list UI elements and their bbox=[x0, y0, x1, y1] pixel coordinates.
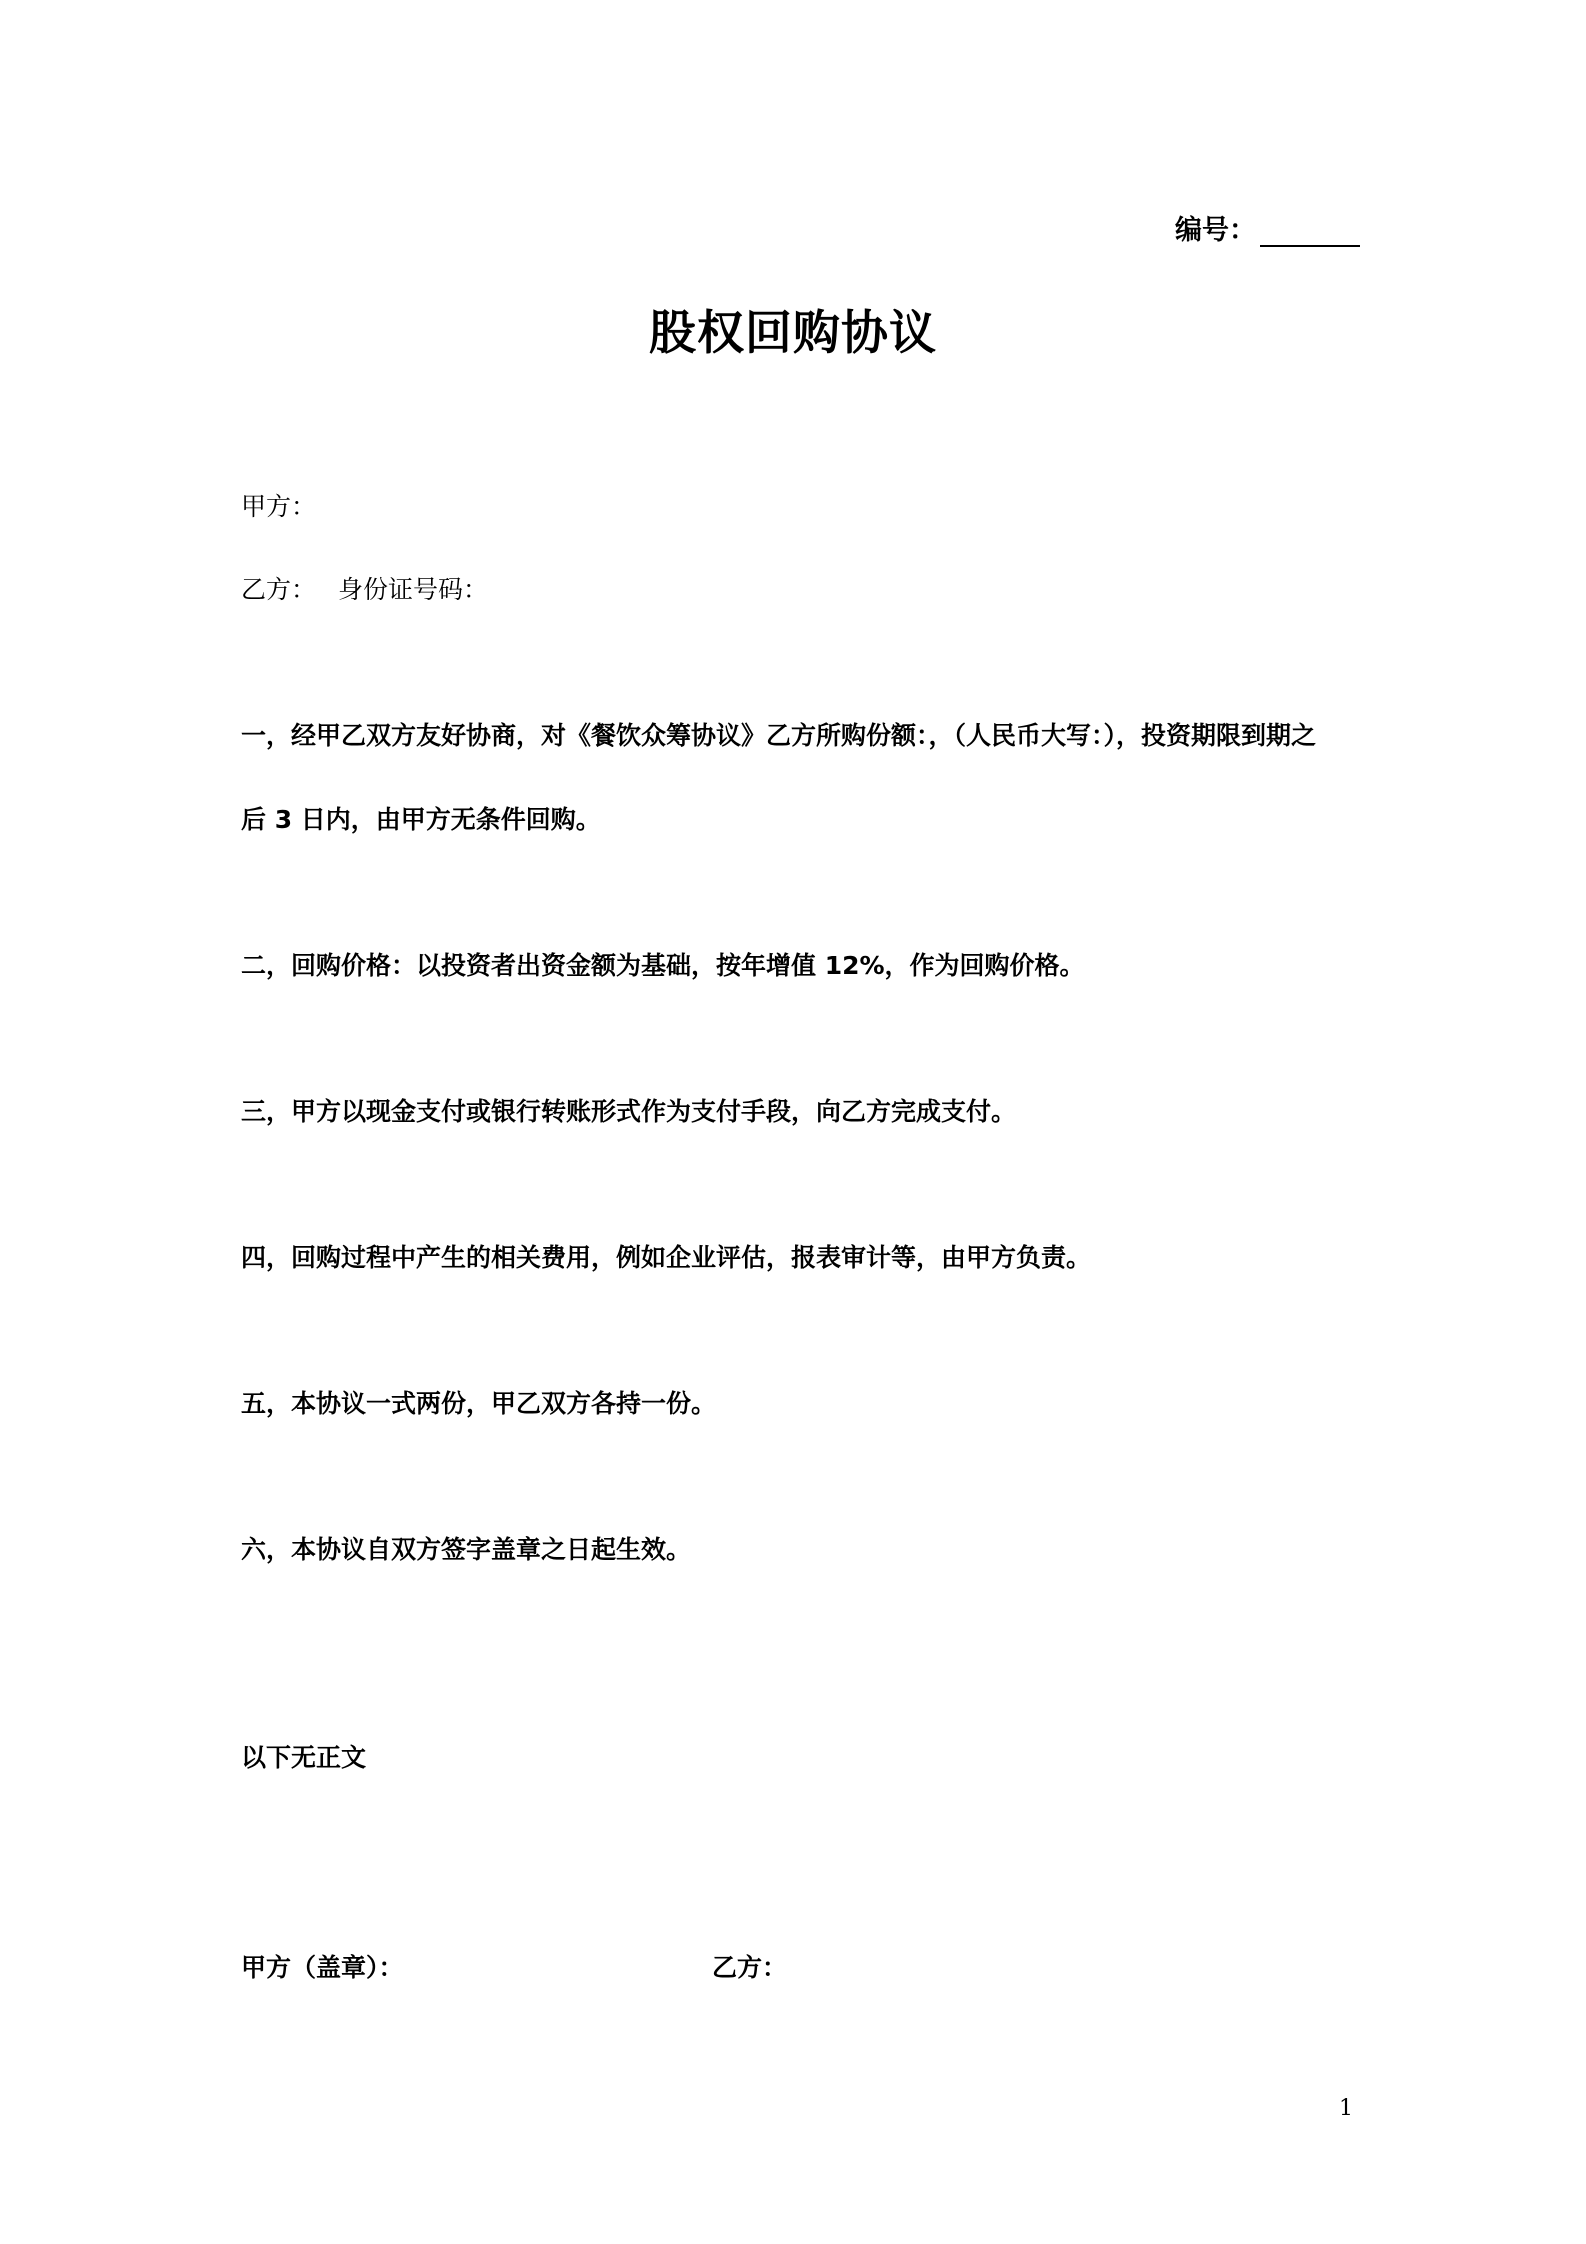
clause-1-line-1: 一，经甲乙双方友好协商，对《餐饮众筹协议》乙方所购份额：，（人民币大写：），投资期限到期之 bbox=[241, 721, 1317, 750]
serial-number bbox=[1175, 208, 1360, 247]
party-b-line bbox=[241, 570, 488, 606]
clause-3: 三，甲方以现金支付或银行转账形式作为支付手段，向乙方完成支付。 bbox=[241, 1097, 1017, 1126]
party-a-label: 甲方： bbox=[241, 492, 317, 521]
document-title: 股权回购协议 bbox=[649, 306, 937, 361]
clause-5: 五，本协议一式两份，甲乙双方各持一份。 bbox=[241, 1389, 717, 1418]
signature-party-a: 甲方（盖章）： bbox=[241, 1953, 404, 1982]
serial-number-label: 编号： bbox=[1175, 215, 1256, 246]
party-b-id-label: 身份证号码： bbox=[338, 575, 489, 604]
page-number: 1 bbox=[1339, 2096, 1353, 2121]
clause-6: 六，本协议自双方签字盖章之日起生效。 bbox=[241, 1535, 692, 1564]
party-b-label: 乙方： bbox=[241, 575, 317, 604]
end-note: 以下无正文 bbox=[241, 1743, 367, 1772]
serial-number-blank bbox=[1260, 215, 1360, 247]
party-a-line bbox=[241, 487, 316, 523]
signature-party-b: 乙方： bbox=[712, 1953, 788, 1982]
clause-1-line-2: 后 3 日内，由甲方无条件回购。 bbox=[241, 805, 601, 834]
clause-2: 二，回购价格：以投资者出资金额为基础，按年增值 12%，作为回购价格。 bbox=[241, 951, 1085, 980]
clause-4: 四，回购过程中产生的相关费用，例如企业评估，报表审计等，由甲方负责。 bbox=[241, 1243, 1092, 1272]
